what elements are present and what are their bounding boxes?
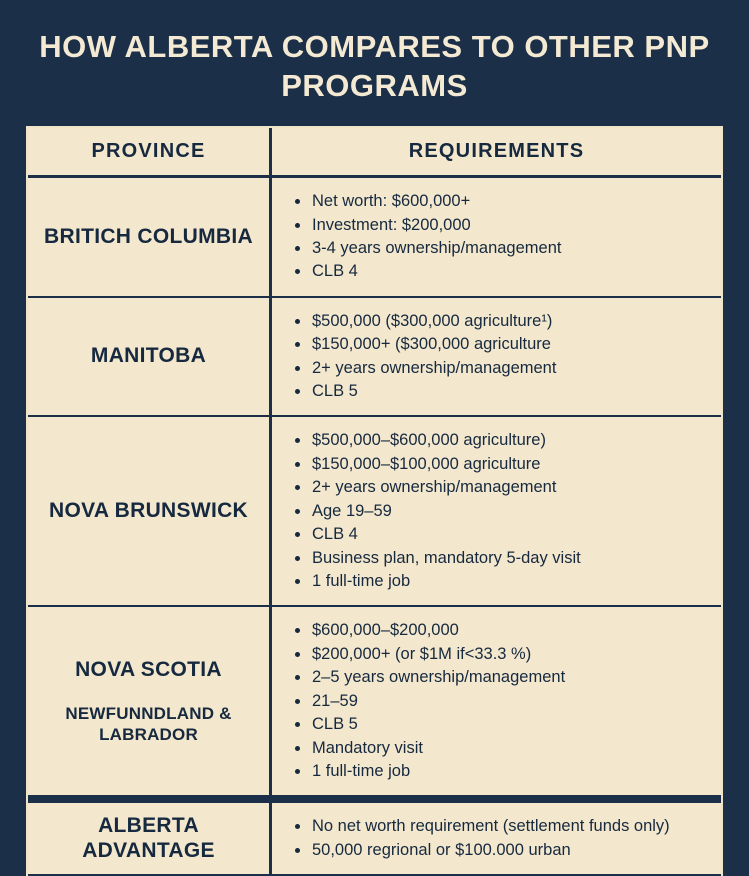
province-cell <box>28 803 272 874</box>
list-item: No net worth requirement (settlement funds only) <box>294 815 711 838</box>
comparison-table <box>26 126 723 876</box>
list-item: Investment: $200,000 <box>294 214 711 237</box>
table-row <box>28 417 721 607</box>
table-header-row <box>28 128 721 179</box>
list-item: 2+ years ownership/management <box>294 357 711 380</box>
list-item: CLB 4 <box>294 523 711 546</box>
province-cell <box>28 417 272 605</box>
list-item: CLB 4 <box>294 260 711 283</box>
list-item: 50,000 regrional or $100.000 urban <box>294 839 711 862</box>
table-row <box>28 607 721 803</box>
list-item: 21–59 <box>294 690 711 713</box>
table-row <box>28 298 721 418</box>
list-item: 2+ years ownership/management <box>294 476 711 499</box>
requirements-cell <box>272 803 721 874</box>
list-item: Business plan, mandatory 5-day visit <box>294 547 711 570</box>
requirements-cell <box>272 607 721 795</box>
requirements-list <box>294 310 711 404</box>
column-header-province: PROVINCE <box>28 128 272 176</box>
province-cell <box>28 298 272 416</box>
province-name: MANITOBA <box>91 344 206 369</box>
list-item: CLB 5 <box>294 380 711 403</box>
list-item: $200,000+ (or $1M if<33.3 %) <box>294 643 711 666</box>
list-item: 3-4 years ownership/management <box>294 237 711 260</box>
column-header-requirements: REQUIREMENTS <box>272 128 721 176</box>
province-cell <box>28 178 272 296</box>
list-item: Net worth: $600,000+ <box>294 190 711 213</box>
list-item: $500,000–$600,000 agriculture) <box>294 429 711 452</box>
requirements-cell <box>272 298 721 416</box>
list-item: 1 full-time job <box>294 760 711 783</box>
requirements-list <box>294 619 711 783</box>
province-name: ALBERTA ADVANTAGE <box>34 814 263 864</box>
list-item: Age 19–59 <box>294 500 711 523</box>
list-item: Mandatory visit <box>294 737 711 760</box>
requirements-cell <box>272 178 721 296</box>
list-item: CLB 5 <box>294 713 711 736</box>
province-cell <box>28 607 272 795</box>
list-item: $600,000–$200,000 <box>294 619 711 642</box>
list-item: $150,000–$100,000 agriculture <box>294 453 711 476</box>
requirements-cell <box>272 417 721 605</box>
list-item: $150,000+ ($300,000 agriculture <box>294 333 711 356</box>
province-name-secondary: NEWFUNNDLAND & LABRADOR <box>34 704 263 745</box>
province-name: NOVA BRUNSWICK <box>49 499 248 524</box>
list-item: $500,000 ($300,000 agriculture¹) <box>294 310 711 333</box>
requirements-list <box>294 429 711 593</box>
list-item: 1 full-time job <box>294 570 711 593</box>
requirements-list <box>294 815 711 862</box>
page-title: HOW ALBERTA COMPARES TO OTHER PNP PROGRAMS <box>26 28 723 106</box>
list-item: 2–5 years ownership/management <box>294 666 711 689</box>
requirements-list <box>294 190 711 284</box>
table-row <box>28 803 721 876</box>
province-name: BRITICH COLUMBIA <box>44 225 253 250</box>
table-row <box>28 178 721 298</box>
province-name: NOVA SCOTIA <box>75 658 222 683</box>
